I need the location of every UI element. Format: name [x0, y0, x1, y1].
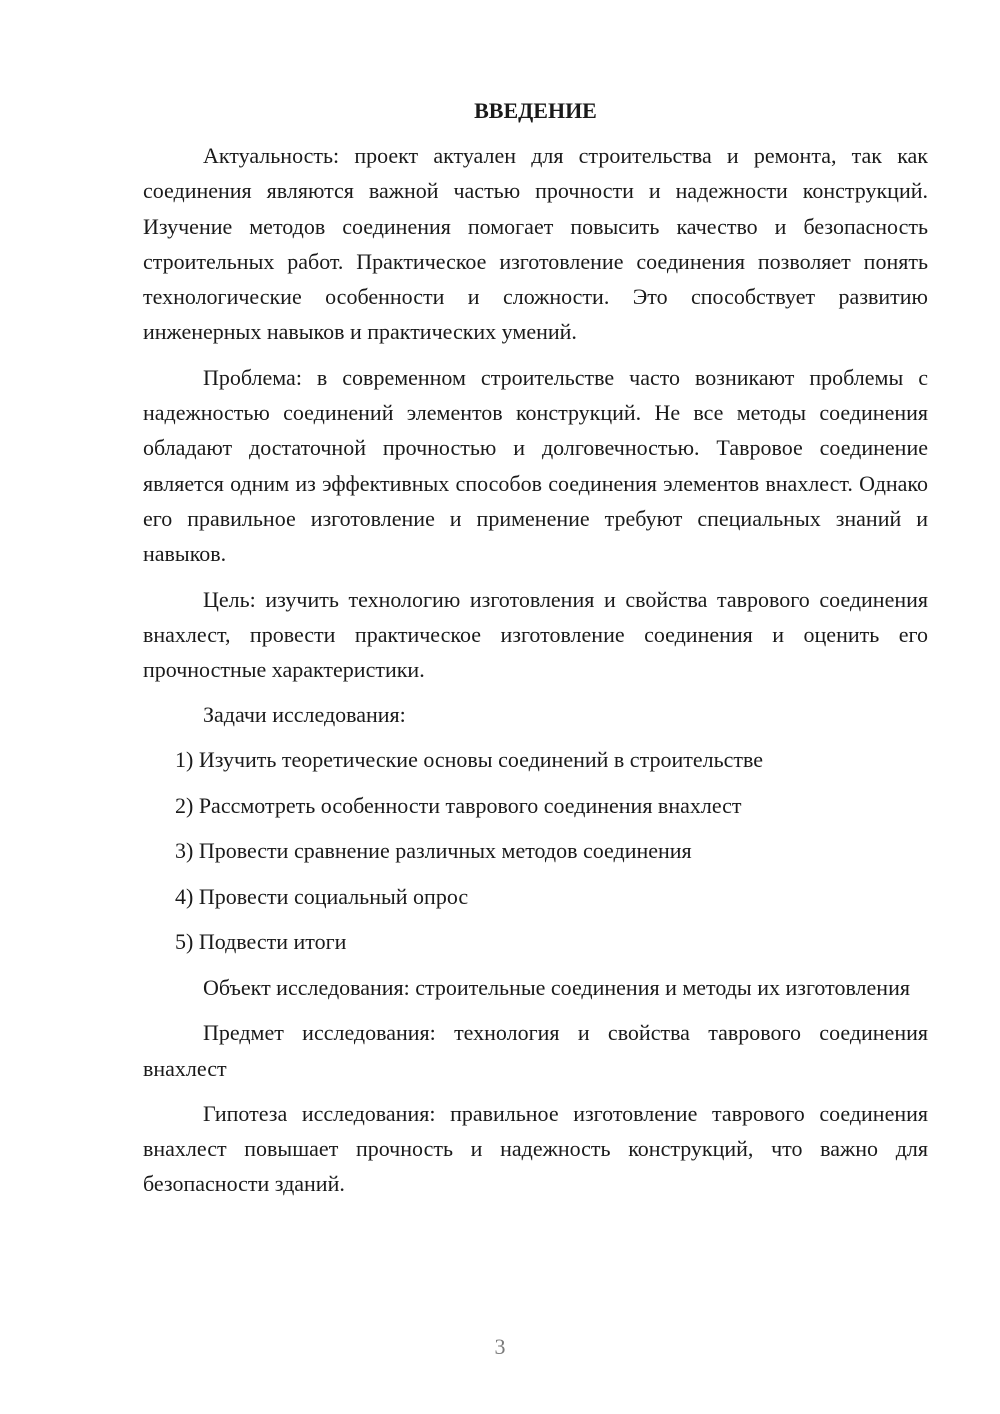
object-paragraph: Объект исследования: строительные соединения и методы их изготовления [203, 974, 910, 1000]
list-item: 4) Провести социальный опрос [175, 883, 469, 909]
list-item: 5) Подвести итоги [175, 929, 347, 955]
goal-paragraph: Цель: изучить технологию изготовления и свойства таврового соединения внахлест, провести практическое изготовление соединения и оценить его прочностные характеристики. [143, 586, 928, 683]
page-title: ВВЕДЕНИЕ [474, 98, 597, 123]
tasks-heading: Задачи исследования: [203, 702, 406, 728]
subject-paragraph: Предмет исследования: технология и свойства таврового соединения внахлест [143, 1020, 928, 1081]
problem-paragraph: Проблема: в современном строительстве часто возникают проблемы с надежностью соединений элементов конструкций. Не все методы соединения обладают достаточной прочностью и долговечностью. Тавровое соединение является одним из эффективных способов соединения элементов внахлест. Однако его правильное изготовление и применение требуют специальных знаний и навыков. [143, 364, 928, 567]
list-item: 2) Рассмотреть особенности таврового соединения внахлест [175, 792, 742, 818]
list-item: 1) Изучить теоретические основы соединений в строительстве [175, 747, 764, 773]
document-page [143, 96, 928, 1212]
hypothesis-paragraph: Гипотеза исследования: правильное изготовление таврового соединения внахлест повышает прочность и надежность конструкций, что важно для безопасности зданий. [143, 1100, 928, 1197]
tasks-list [143, 742, 928, 959]
page-number: 3 [494, 1334, 506, 1359]
list-item: 3) Провести сравнение различных методов соединения [175, 838, 692, 864]
relevance-paragraph: Актуальность: проект актуален для строительства и ремонта, так как соединения являются важной частью прочности и надежности конструкций. Изучение методов соединения помогает повысить качество и безопасность строительных работ. Практическое изготовление соединения позволяет понять технологические особенности и сложности. Это способствует развитию инженерных навыков и практических умений. [143, 143, 928, 345]
